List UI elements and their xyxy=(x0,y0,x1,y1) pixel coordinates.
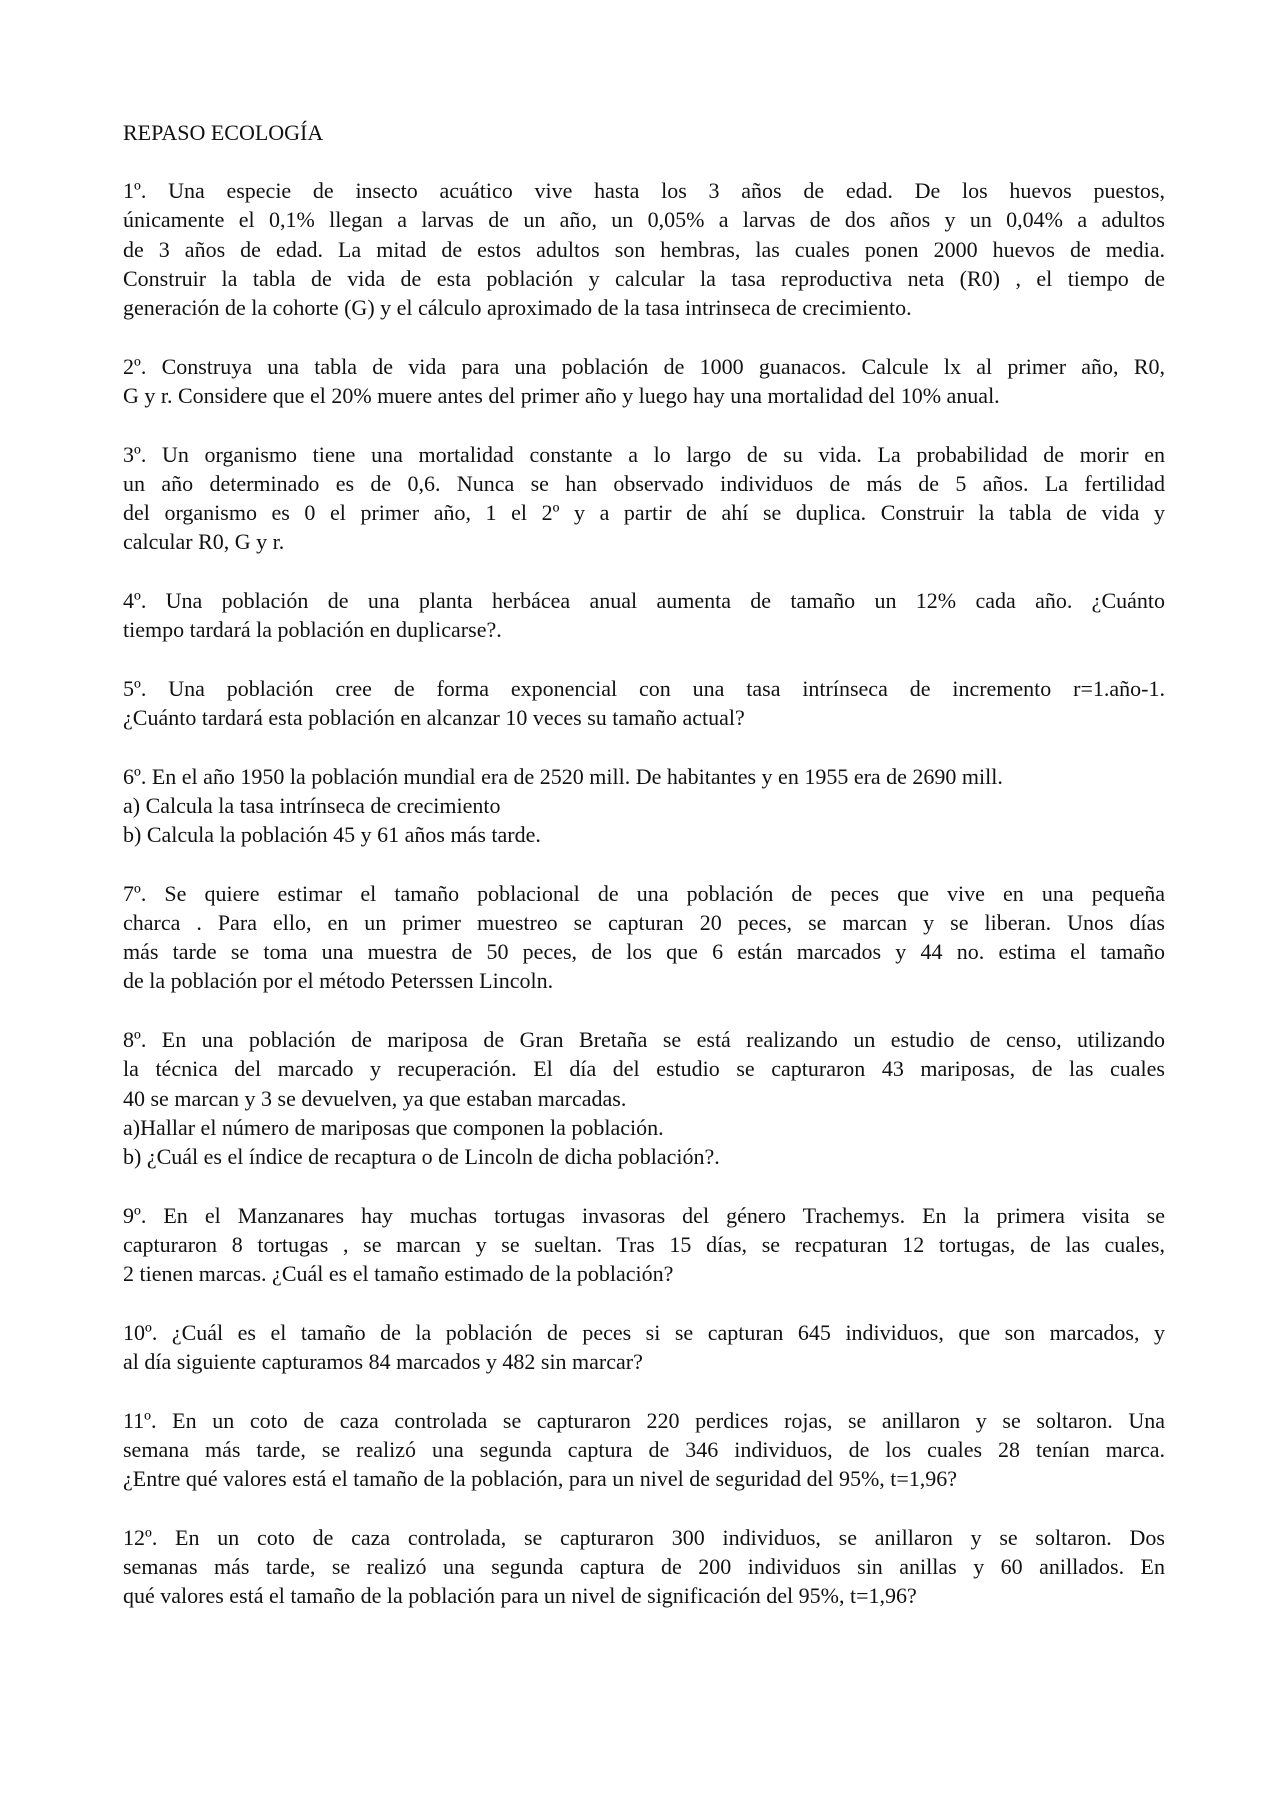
problem-line: a)Hallar el número de mariposas que componen la población. xyxy=(123,1114,664,1140)
problem-list xyxy=(123,176,1165,1610)
problem-1 xyxy=(123,176,1165,322)
problem-line: la técnica del marcado y recuperación. El día del estudio se capturaron 43 mariposas, de las cuales xyxy=(123,1056,1165,1082)
problem-6 xyxy=(123,762,1165,850)
problem-line: 11º. En un coto de caza controlada se capturaron 220 perdices rojas, se anillaron y se soltaron. Una xyxy=(123,1407,1165,1433)
problem-line: de la población por el método Peterssen Lincoln. xyxy=(123,968,554,994)
problem-line: 2º. Construya una tabla de vida para una población de 1000 guanacos. Calcule lx al primer año, R0, xyxy=(123,353,1165,379)
problem-12 xyxy=(123,1523,1165,1611)
problem-line: 10º. ¿Cuál es el tamaño de la población de peces si se capturan 645 individuos, que son marcados, y xyxy=(123,1319,1165,1345)
problem-line: Construir la tabla de vida de esta población y calcular la tasa reproductiva neta (R0) , el tiempo de xyxy=(123,265,1165,291)
problem-line: 3º. Un organismo tiene una mortalidad constante a lo largo de su vida. La probabilidad de morir en xyxy=(123,441,1165,467)
problem-line: qué valores está el tamaño de la población para un nivel de significación del 95%, t=1,96? xyxy=(123,1583,917,1609)
problem-line: al día siguiente capturamos 84 marcados y 482 sin marcar? xyxy=(123,1349,643,1374)
problem-8 xyxy=(123,1025,1165,1171)
problem-line: 6º. En el año 1950 la población mundial era de 2520 mill. De habitantes y en 1955 era de 2690 mill. xyxy=(123,763,1003,789)
problem-line: de 3 años de edad. La mitad de estos adultos son hembras, las cuales ponen 2000 huevos de media. xyxy=(123,236,1165,262)
problem-5 xyxy=(123,674,1165,732)
problem-line: 2 tienen marcas. ¿Cuál es el tamaño estimado de la población? xyxy=(123,1261,674,1287)
problem-line: ¿Cuánto tardará esta población en alcanzar 10 veces su tamaño actual? xyxy=(123,705,745,731)
problem-line: un año determinado es de 0,6. Nunca se han observado individuos de más de 5 años. La fertilidad xyxy=(123,470,1165,496)
problem-line: G y r. Considere que el 20% muere antes del primer año y luego hay una mortalidad del 10% anual. xyxy=(123,382,1000,408)
problem-4 xyxy=(123,586,1165,644)
problem-line: 9º. En el Manzanares hay muchas tortugas invasoras del género Trachemys. En la primera visita se xyxy=(123,1202,1165,1228)
problem-line: más tarde se toma una muestra de 50 peces, de los que 6 están marcados y 44 no. estima el tamaño xyxy=(123,939,1165,965)
problem-line: ¿Entre qué valores está el tamaño de la población, para un nivel de seguridad del 95%, t=1,96? xyxy=(123,1466,958,1492)
problem-line: 1º. Una especie de insecto acuático vive hasta los 3 años de edad. De los huevos puestos, xyxy=(123,178,1165,204)
problem-11 xyxy=(123,1406,1165,1494)
problem-line: charca . Para ello, en un primer muestreo se capturan 20 peces, se marcan y se liberan. Unos días xyxy=(123,910,1165,936)
problem-line: 40 se marcan y 3 se devuelven, ya que estaban marcadas. xyxy=(123,1085,627,1111)
problem-2 xyxy=(123,352,1165,410)
problem-7 xyxy=(123,879,1165,996)
problem-line: generación de la cohorte (G) y el cálculo aproximado de la tasa intrinseca de crecimiento. xyxy=(123,295,912,321)
problem-line: 8º. En una población de mariposa de Gran Bretaña se está realizando un estudio de censo, utilizando xyxy=(123,1027,1165,1053)
problem-line: b) ¿Cuál es el índice de recaptura o de Lincoln de dicha población?. xyxy=(123,1143,720,1169)
problem-10 xyxy=(123,1318,1165,1376)
problem-line: tiempo tardará la población en duplicarse?. xyxy=(123,617,502,643)
problem-line: semana más tarde, se realizó una segunda captura de 346 individuos, de los cuales 28 tenían marca. xyxy=(123,1436,1165,1462)
problem-3 xyxy=(123,440,1165,557)
problem-line: 4º. Una población de una planta herbácea anual aumenta de tamaño un 12% cada año. ¿Cuánto xyxy=(123,587,1165,613)
problem-line: b) Calcula la población 45 y 61 años más tarde. xyxy=(123,822,541,848)
problem-line: del organismo es 0 el primer año, 1 el 2º y a partir de ahí se duplica. Construir la tabla de vida y xyxy=(123,500,1165,526)
problem-line: semanas más tarde, se realizó una segunda captura de 200 individuos sin anillas y 60 anillados. En xyxy=(123,1554,1165,1580)
problem-line: únicamente el 0,1% llegan a larvas de un año, un 0,05% a larvas de dos años y un 0,04% a adultos xyxy=(123,207,1165,233)
problem-line: a) Calcula la tasa intrínseca de crecimiento xyxy=(123,792,501,818)
problem-9 xyxy=(123,1201,1165,1289)
problem-line: capturaron 8 tortugas , se marcan y se sueltan. Tras 15 días, se recpaturan 12 tortugas, de las cuales, xyxy=(123,1231,1165,1257)
document-title: REPASO ECOLOGÍA xyxy=(123,120,324,145)
problem-line: calcular R0, G y r. xyxy=(123,529,285,555)
problem-line: 7º. Se quiere estimar el tamaño poblacional de una población de peces que vive en una pequeña xyxy=(123,880,1165,906)
problem-line: 12º. En un coto de caza controlada, se capturaron 300 individuos, se anillaron y se soltaron. Dos xyxy=(123,1524,1165,1550)
problem-line: 5º. Una población cree de forma exponencial con una tasa intrínseca de incremento r=1.año-1. xyxy=(123,675,1165,701)
document-page xyxy=(123,118,1165,1640)
